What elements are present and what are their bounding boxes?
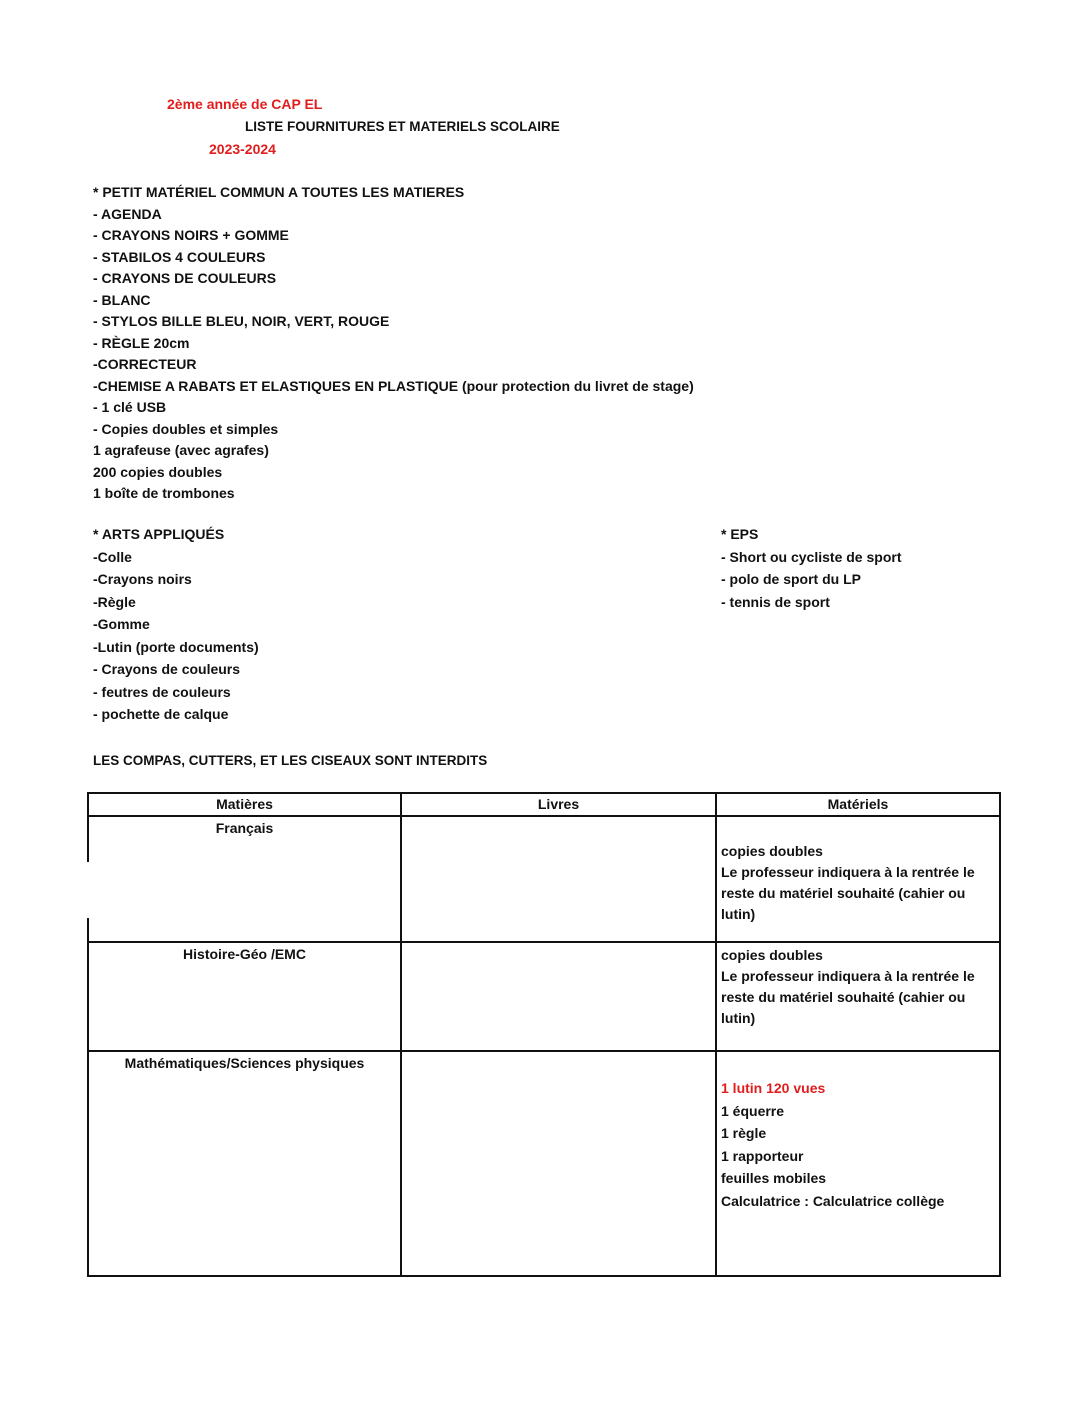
arts-section [93,524,259,727]
arts-item: -Lutin (porte documents) [93,638,259,655]
column-header-books: Livres [401,793,716,816]
column-header-subjects: Matières [88,793,401,816]
subject-cell: Mathématiques/Sciences physiques [88,1051,401,1276]
material-item: copies doubles [721,947,823,963]
arts-item: -Règle [93,593,136,610]
books-cell [401,816,716,942]
forbidden-items-warning: LES COMPAS, CUTTERS, ET LES CISEAUX SONT INTERDITS [93,753,488,768]
arts-item: - feutres de couleurs [93,683,231,700]
common-item: -CHEMISE A RABATS ET ELASTIQUES EN PLASTIQUE (pour protection du livret de stage) [93,377,694,394]
table-row [88,942,1000,1051]
arts-item: - Crayons de couleurs [93,661,241,677]
materials-cell [716,816,1000,942]
subject-cell: Histoire-Géo /EMC [88,942,401,1051]
common-supplies-section [93,182,694,505]
arts-item: -Crayons noirs [93,571,192,587]
material-item: 1 règle [721,1125,767,1141]
eps-section [721,524,901,614]
material-item: Le professeur indiquera à la rentrée le reste du matériel souhaité (cahier ou lutin) [721,968,975,1026]
material-item-highlight: 1 lutin 120 vues [721,1080,826,1096]
material-item: 1 équerre [721,1102,785,1119]
arts-item: -Gomme [93,616,150,632]
common-item: - STYLOS BILLE BLEU, NOIR, VERT, ROUGE [93,313,390,329]
column-header-materials: Matériels [716,793,1000,816]
common-item: - RÈGLE 20cm [93,334,190,351]
border-gap [86,862,90,918]
material-item: feuilles mobiles [721,1170,827,1186]
common-item: - CRAYONS NOIRS + GOMME [93,227,289,243]
common-item: 1 agrafeuse (avec agrafes) [93,442,269,458]
eps-item: - tennis de sport [721,593,830,610]
common-item: 200 copies doubles [93,463,223,480]
arts-item: -Colle [93,548,132,565]
material-item: copies doubles [721,843,823,859]
common-item: 1 boîte de trombones [93,485,235,501]
common-item: - 1 clé USB [93,399,167,415]
subjects-table [87,792,1001,1277]
list-title: LISTE FOURNITURES ET MATERIELS SCOLAIRE [245,119,560,134]
material-item: Calculatrice : Calculatrice collège [721,1192,945,1209]
table-header-row [88,793,1000,816]
class-label: 2ème année de CAP EL [167,96,323,112]
table-row [88,816,1000,942]
material-item: Le professeur indiquera à la rentrée le reste du matériel souhaité (cahier ou lutin) [721,864,975,922]
books-cell [401,942,716,1051]
arts-item: - pochette de calque [93,706,229,722]
books-cell [401,1051,716,1276]
material-item: 1 rapporteur [721,1147,804,1164]
subject-cell: Français [88,816,401,942]
common-item: - AGENDA [93,205,162,222]
common-item: - STABILOS 4 COULEURS [93,248,266,265]
table-row [88,1051,1000,1276]
arts-title: * ARTS APPLIQUÉS [93,526,225,542]
common-item: - CRAYONS DE COULEURS [93,270,277,286]
eps-title: * EPS [721,526,759,542]
common-item: - BLANC [93,291,151,308]
eps-item: - polo de sport du LP [721,571,861,587]
materials-cell [716,1051,1000,1276]
eps-item: - Short ou cycliste de sport [721,548,902,565]
common-supplies-title: * PETIT MATÉRIEL COMMUN A TOUTES LES MATIERES [93,184,465,200]
common-item: - Copies doubles et simples [93,420,279,437]
common-item: -CORRECTEUR [93,356,197,372]
school-year: 2023-2024 [209,141,276,157]
materials-cell [716,942,1000,1051]
